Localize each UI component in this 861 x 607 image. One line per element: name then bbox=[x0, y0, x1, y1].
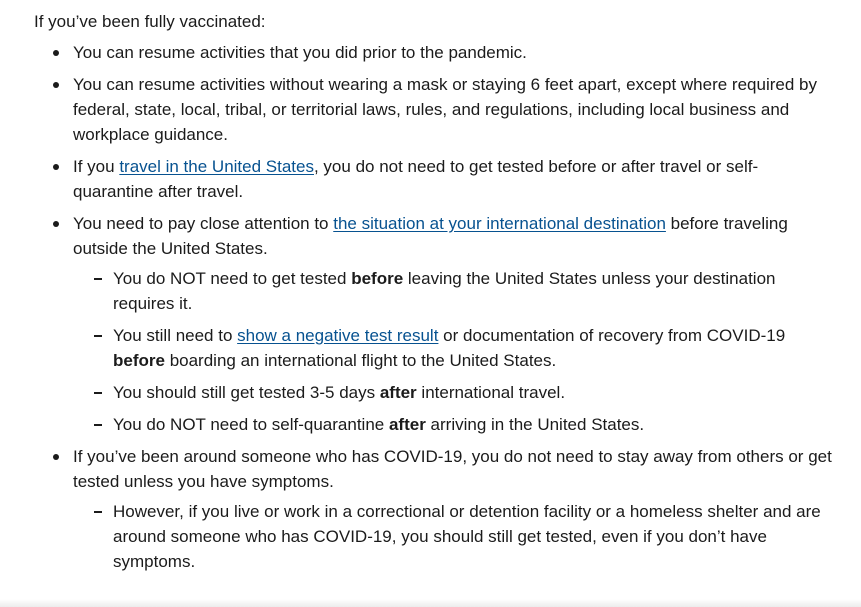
list-item bbox=[34, 154, 834, 204]
list-item-text-pre: You need to pay close attention to bbox=[73, 214, 334, 233]
list-item-text-post: , you do not need to get tested before or after travel or self-quarantine after travel. bbox=[73, 157, 759, 201]
list-item-text-post: before traveling outside the United States. bbox=[73, 214, 788, 258]
sub-item-text-mid: or documentation of recovery from COVID-19 bbox=[438, 326, 786, 345]
sub-list-item bbox=[73, 380, 834, 405]
list-item bbox=[34, 444, 834, 574]
exposure-sublist bbox=[73, 499, 834, 574]
sub-list-item bbox=[73, 266, 834, 316]
bottom-edge-shadow bbox=[0, 599, 861, 607]
sub-list-item bbox=[73, 412, 834, 437]
guidance-list bbox=[34, 40, 834, 574]
list-item-text: You can resume activities that you did prior to the pandemic. bbox=[73, 43, 527, 62]
sub-item-emphasis: after bbox=[379, 383, 417, 402]
international-destination-link[interactable]: the situation at your international destination bbox=[333, 214, 666, 233]
sub-item-text-post: leaving the United States unless your destination requires it. bbox=[113, 269, 776, 313]
list-item-text-pre: If you bbox=[73, 157, 120, 176]
list-item bbox=[34, 40, 834, 65]
sub-item-emphasis: before bbox=[351, 269, 404, 288]
list-item-text: You can resume activities without wearing a mask or staying 6 feet apart, except where required by federal, state, local, tribal, or territorial laws, rules, and regulations, including local business and workplace guidance. bbox=[73, 75, 817, 144]
vaccination-guidance-section bbox=[34, 9, 834, 581]
list-item-text: If you’ve been around someone who has COVID-19, you do not need to stay away from others or get tested unless you have symptoms. bbox=[73, 447, 832, 491]
negative-test-result-link[interactable]: show a negative test result bbox=[237, 326, 439, 345]
sub-item-text-post: international travel. bbox=[416, 383, 566, 402]
intro-text: If you’ve been fully vaccinated: bbox=[34, 12, 266, 31]
sub-item-text-pre: You should still get tested 3-5 days bbox=[113, 383, 380, 402]
sub-item-emphasis: after bbox=[388, 415, 426, 434]
list-item bbox=[34, 211, 834, 437]
sub-item-text-pre: You do NOT need to get tested bbox=[113, 269, 352, 288]
list-item bbox=[34, 72, 834, 147]
sub-item-text-post: boarding an international flight to the United States. bbox=[164, 351, 557, 370]
travel-us-link[interactable]: travel in the United States bbox=[119, 157, 314, 176]
sub-item-text-pre: You still need to bbox=[113, 326, 238, 345]
sub-item-text-post: arriving in the United States. bbox=[425, 415, 645, 434]
sub-list-item bbox=[73, 323, 834, 373]
sub-item-text-pre: You do NOT need to self-quarantine bbox=[113, 415, 389, 434]
sub-item-emphasis: before bbox=[113, 351, 165, 370]
sub-item-text: However, if you live or work in a correctional or detention facility or a homeless shelter and are around someone who has COVID-19, you should still get tested, even if you don’t have symptoms. bbox=[113, 502, 821, 571]
sub-list-item bbox=[73, 499, 834, 574]
international-travel-sublist bbox=[73, 266, 834, 437]
